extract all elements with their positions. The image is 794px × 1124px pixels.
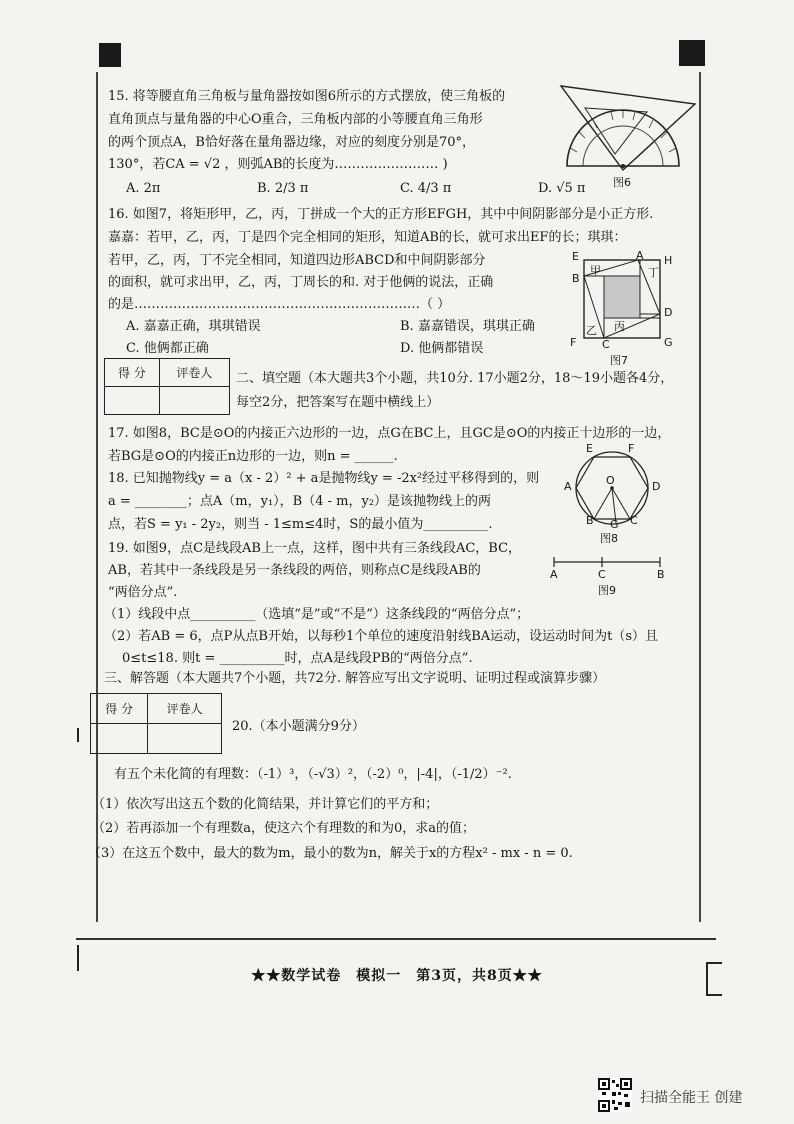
q19-line-2: AB，若其中一条线段是另一条线段的两倍，则称点C是线段AB的 [108,563,481,578]
figure-9-caption: 图9 [598,584,616,597]
q20-line-4: （3）在这五个数中，最大的数为m，最小的数为n，解关于x的方程x² - mx - n = 0. [88,846,573,861]
fig7-label-c: C [602,338,610,351]
q15-line-3: 的两个顶点A，B恰好落在量角器边缘，对应的刻度分别是70°， [108,135,475,150]
fig9-label-b: B [657,568,665,581]
q17-line-2: 若BG是⊙O的内接正n边形的一边，则n = ______. [108,449,398,464]
section-2-title-line-2: 每空2分，把答案写在题中横线上） [236,395,440,410]
fig9-label-a: A [550,568,558,581]
q20-line-1: 有五个未化简的有理数：（-1）³，（-√3）²，（-2）⁰，|-4|，（-1/2）⁻². [114,767,512,782]
q19-line-1: 19. 如图9，点C是线段AB上一点，这样，图中共有三条线段AC，BC， [108,541,522,556]
q16-line-1: 16. 如图7，将矩形甲，乙，丙，丁拼成一个大的正方形EFGH，其中中间阴影部分是小正方形. [108,207,654,222]
q15-line-4: 130°，若CA = √2 ，则弧AB的长度为…………………… ) [108,157,448,172]
scanner-watermark: 扫描全能王 创建 [640,1090,743,1106]
q19-line-5: （2）若AB = 6，点P从点B开始，以每秒1个单位的速度沿射线BA运动，设运动时间为t（s）且 [104,629,659,644]
score-cell[interactable] [105,387,160,415]
q20-header: 20.（本小题满分9分） [232,719,365,734]
registration-mark-right [679,40,705,66]
fig8-label-e: E [586,442,593,455]
figure-8-caption: 图8 [600,532,618,545]
fig9-label-c: C [598,568,606,581]
fig7-label-g: G [664,336,673,349]
fig7-label-a: A [636,249,644,262]
q19-line-4: （1）线段中点__________（选填“是”或“不是”）这条线段的“两倍分点”； [104,607,530,622]
q17-line-1: 17. 如图8，BC是⊙O的内接正六边形的一边，点G在BC上，且GC是⊙O的内接正十边形的一边， [108,426,671,441]
q16-option-a[interactable]: A. 嘉嘉正确，琪琪错误 [126,319,261,334]
q16-option-b[interactable]: B. 嘉嘉错误，琪琪正确 [400,319,535,334]
fig7-label-bing: 丙 [614,320,625,333]
fig8-label-b: B [586,514,594,527]
q15-option-c[interactable]: C. 4/3 π [400,181,452,196]
score-label-s3: 得 分 [91,694,148,724]
qr-code-icon [598,1078,632,1112]
frame-left-rule [96,72,98,922]
registration-mark-left [99,43,121,67]
q15-option-a[interactable]: A. 2π [126,181,161,196]
fig7-label-e: E [572,250,579,263]
q19-line-3: “两倍分点”. [108,585,178,600]
q16-line-2: 嘉嘉：若甲，乙，丙，丁是四个完全相同的矩形，知道AB的长，就可求出EF的长；琪琪： [108,230,627,245]
fig8-label-a: A [564,480,572,493]
q15-line-2: 直角顶点与量角器的中心O重合，三角板内部的小等腰直角三角形 [108,112,483,127]
page-footer: ★★数学试卷 模拟一 第3页，共8页★★ [251,968,543,984]
score-label: 得 分 [105,359,160,387]
q16-line-3: 若甲，乙，丙，丁不完全相同，知道四边形ABCD和中间阴影部分 [108,253,486,268]
q15-option-b[interactable]: B. 2/3 π [257,181,309,196]
q20-line-3: （2）若再添加一个有理数a，使这六个有理数的和为0，求a的值； [92,821,476,836]
fig8-label-c: C [630,514,638,527]
figure-6-caption: 图6 [613,176,631,189]
section-3-title: 三、解答题（本大题共7个小题，共72分. 解答应写出文字说明、证明过程或演算步骤） [104,671,606,686]
fig7-label-h: H [664,254,673,267]
q19-line-6: 0≤t≤18. 则t = __________时，点A是线段PB的“两倍分点”. [122,651,473,666]
fig8-label-d: D [652,480,661,493]
fig7-label-b: B [572,272,580,285]
q16-option-c[interactable]: C. 他俩都正确 [126,341,209,356]
fig8-label-f: F [628,442,635,455]
frame-right-rule [699,72,701,922]
fig7-label-yi: 乙 [586,324,597,337]
fig8-label-g: G [610,518,619,531]
grader-cell[interactable] [159,387,229,415]
fig7-label-d: D [664,306,673,319]
fig7-label-f: F [570,336,577,349]
q15-line-1: 15. 将等腰直角三角板与量角器按如图6所示的方式摆放，使三角板的 [108,89,506,104]
grader-label: 评卷人 [159,359,229,387]
section-3-score-table [90,693,222,754]
figure-7-caption: 图7 [610,354,628,367]
q16-line-5: 的是…………………………………………………………（ ） [108,297,451,312]
q18-line-3: 点，若S = y₁ - 2y₂，则当 - 1≤m≤4时，S的最小值为__________. [108,517,493,532]
section-2-title-line-1: 二、填空题（本大题共3个小题，共10分. 17小题2分，18～19小题各4分， [236,371,674,386]
footer-rule [76,938,716,940]
figure-6-protractor [555,82,699,182]
section-3-left-tick [77,728,79,742]
fig8-label-o: O [606,474,615,487]
grader-cell-s3[interactable] [148,724,222,754]
section-2-score-table [104,358,230,415]
fig7-label-jia: 甲 [590,264,601,277]
score-cell-s3[interactable] [91,724,148,754]
q16-option-d[interactable]: D. 他俩都错误 [400,341,484,356]
q18-line-2: a = ________；点A（m，y₁），B（4 - m，y₂）是该抛物线上的两 [108,494,492,509]
q18-line-1: 18. 已知抛物线y = a（x - 2）² + a是抛物线y = -2x²经过平移得到的，则 [108,471,540,486]
grader-label-s3: 评卷人 [148,694,222,724]
q15-option-d[interactable]: D. √5 π [538,181,586,196]
q20-line-2: （1）依次写出这五个数的化简结果，并计算它们的平方和； [92,797,439,812]
fig7-label-ding: 丁 [648,266,659,279]
q16-line-4: 的面积，就可求出甲，乙，丙，丁周长的和. 对于他俩的说法，正确 [108,275,494,290]
